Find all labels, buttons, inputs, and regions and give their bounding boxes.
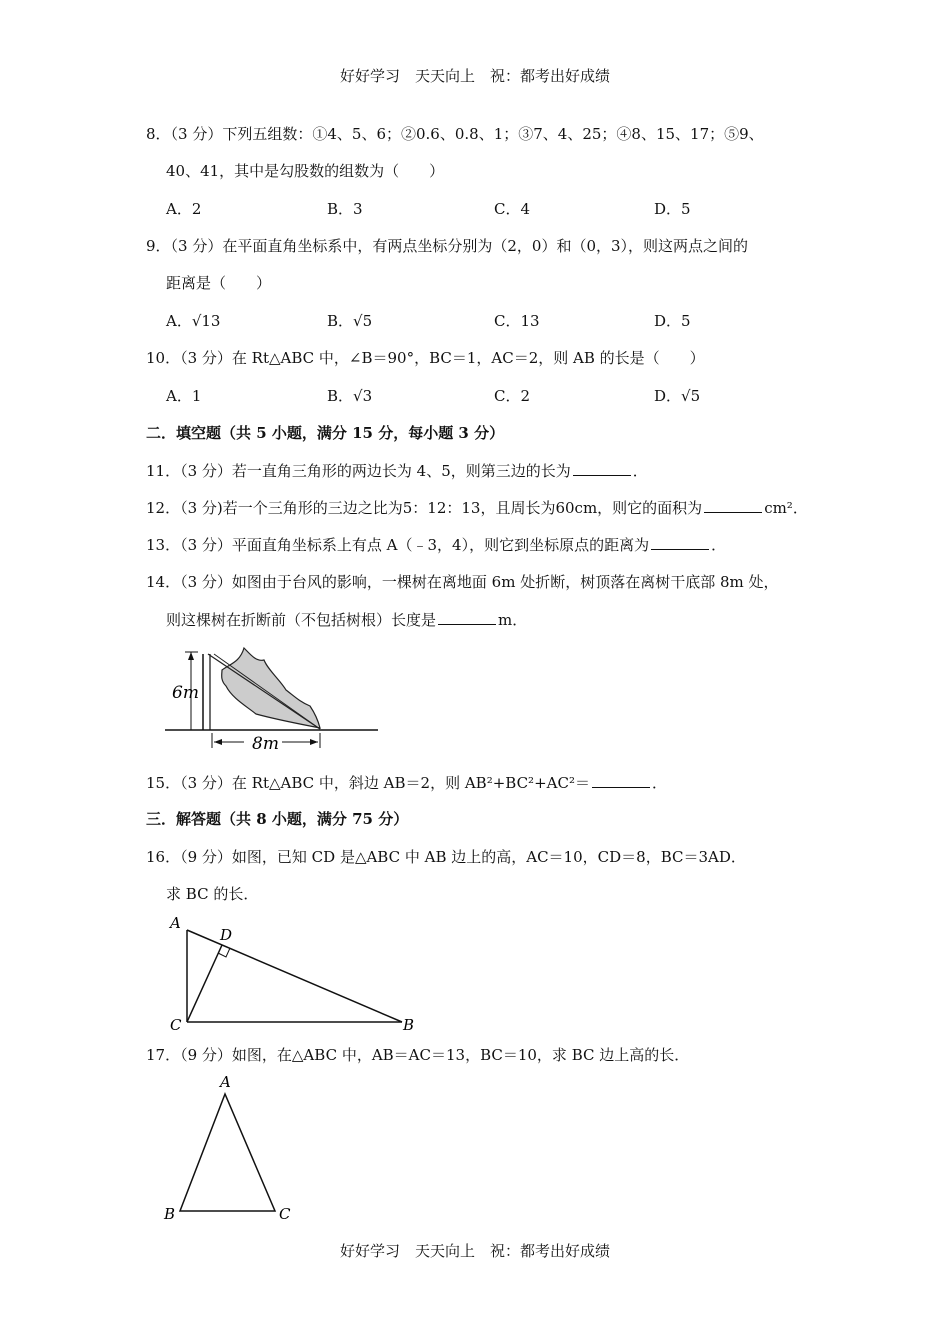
q9-option-c: C．13 bbox=[494, 312, 540, 330]
question-16-text: 16．（9 分）如图，已知 CD 是△ABC 中 AB 边上的高，AC＝10，CD＝8，BC＝3AD． bbox=[146, 848, 746, 866]
q13-answer-blank bbox=[651, 535, 709, 550]
q11-answer-blank bbox=[573, 461, 631, 476]
q8-option-b: B．3 bbox=[327, 200, 363, 218]
label-c: C bbox=[279, 1205, 291, 1223]
q14-tree-figure bbox=[160, 640, 385, 760]
question-14-text-cont bbox=[166, 610, 527, 630]
question-9-text-cont: 距离是（ ） bbox=[166, 274, 272, 292]
height-arrow-icon bbox=[188, 652, 194, 660]
label-b: B bbox=[164, 1205, 176, 1223]
section-2-heading: 二．填空题（共 5 小题，满分 15 分，每小题 3 分） bbox=[146, 424, 505, 442]
q14-answer-blank bbox=[438, 610, 496, 625]
base-arrow-right-icon bbox=[310, 739, 318, 745]
q16-triangle-figure bbox=[160, 910, 425, 1035]
q10-option-b: B．√3 bbox=[327, 387, 373, 405]
height-label: 6m bbox=[172, 683, 199, 703]
question-16-text-cont: 求 BC 的长． bbox=[166, 885, 259, 903]
q13-text-before: 13．（3 分）平面直角坐标系上有点 A（﹣3，4），则它到坐标原点的距离为 bbox=[146, 536, 650, 554]
question-11-text bbox=[146, 461, 648, 481]
question-8-text: 8．（3 分）下列五组数：①4、5、6；②0.6、0.8、1；③7、4、25；④8、15、17；⑤9、 bbox=[146, 125, 764, 143]
question-9-text: 9．（3 分）在平面直角坐标系中，有两点坐标分别为（2，0）和（0，3），则这两点之间的 bbox=[146, 237, 749, 255]
q12-text-after: cm²． bbox=[764, 499, 808, 517]
label-d: D bbox=[220, 926, 233, 944]
question-17-text: 17．（9 分）如图，在△ABC 中，AB＝AC＝13，BC＝10，求 BC 边上高的长． bbox=[146, 1046, 690, 1064]
page-footer: 好好学习 天天向上 祝：都考出好成绩 bbox=[339, 1242, 610, 1260]
question-15-text bbox=[146, 773, 667, 793]
q8-option-c: C．4 bbox=[494, 200, 531, 218]
question-8-text-cont: 40、41，其中是勾股数的组数为（ ） bbox=[166, 162, 445, 180]
q11-text-after: ． bbox=[632, 462, 648, 480]
label-a: A bbox=[220, 1073, 231, 1091]
q14-text-after: m． bbox=[498, 611, 528, 629]
label-b: B bbox=[403, 1016, 415, 1034]
label-a: A bbox=[170, 914, 181, 932]
q15-text-before: 15．（3 分）在 Rt△ABC 中，斜边 AB＝2，则 AB²+BC²+AC²＝ bbox=[146, 774, 590, 792]
question-10-text: 10．（3 分）在 Rt△ABC 中，∠B＝90°，BC＝1，AC＝2，则 AB 的长是（ ） bbox=[146, 349, 705, 367]
q12-text-before: 12．（3 分)若一个三角形的三边之比为5：12：13，且周长为60cm，则它的面积为 bbox=[146, 499, 703, 517]
base-arrow-left-icon bbox=[214, 739, 222, 745]
base-label: 8m bbox=[252, 734, 279, 754]
question-12-text bbox=[146, 498, 808, 518]
q9-option-a: A．√13 bbox=[166, 312, 221, 330]
q10-option-d: D．√5 bbox=[654, 387, 701, 405]
q9-option-b: B．√5 bbox=[327, 312, 373, 330]
q11-text-before: 11．（3 分）若一直角三角形的两边长为 4、5，则第三边的长为 bbox=[146, 462, 571, 480]
q10-option-a: A．1 bbox=[166, 387, 202, 405]
q14-text-before: 则这棵树在折断前（不包括树根）长度是 bbox=[166, 611, 437, 629]
question-13-text bbox=[146, 535, 726, 555]
isosceles-triangle bbox=[180, 1094, 275, 1211]
q10-option-c: C．2 bbox=[494, 387, 531, 405]
q12-answer-blank bbox=[704, 498, 762, 513]
question-14-text: 14．（3 分）如图由于台风的影响，一棵树在离地面 6m 处折断，树顶落在离树干底部 8m 处， bbox=[146, 573, 779, 591]
q9-option-d: D．5 bbox=[654, 312, 691, 330]
altitude-cd bbox=[187, 945, 222, 1022]
fallen-crown-shape bbox=[222, 648, 320, 728]
label-c: C bbox=[170, 1016, 182, 1034]
q13-text-after: ． bbox=[711, 536, 727, 554]
q8-option-d: D．5 bbox=[654, 200, 691, 218]
q15-answer-blank bbox=[592, 773, 650, 788]
section-3-heading: 三．解答题（共 8 小题，满分 75 分） bbox=[146, 810, 409, 828]
q17-triangle-figure bbox=[160, 1070, 300, 1225]
q8-option-a: A．2 bbox=[166, 200, 202, 218]
page-header: 好好学习 天天向上 祝：都考出好成绩 bbox=[339, 67, 610, 85]
q15-text-after: ． bbox=[651, 774, 667, 792]
